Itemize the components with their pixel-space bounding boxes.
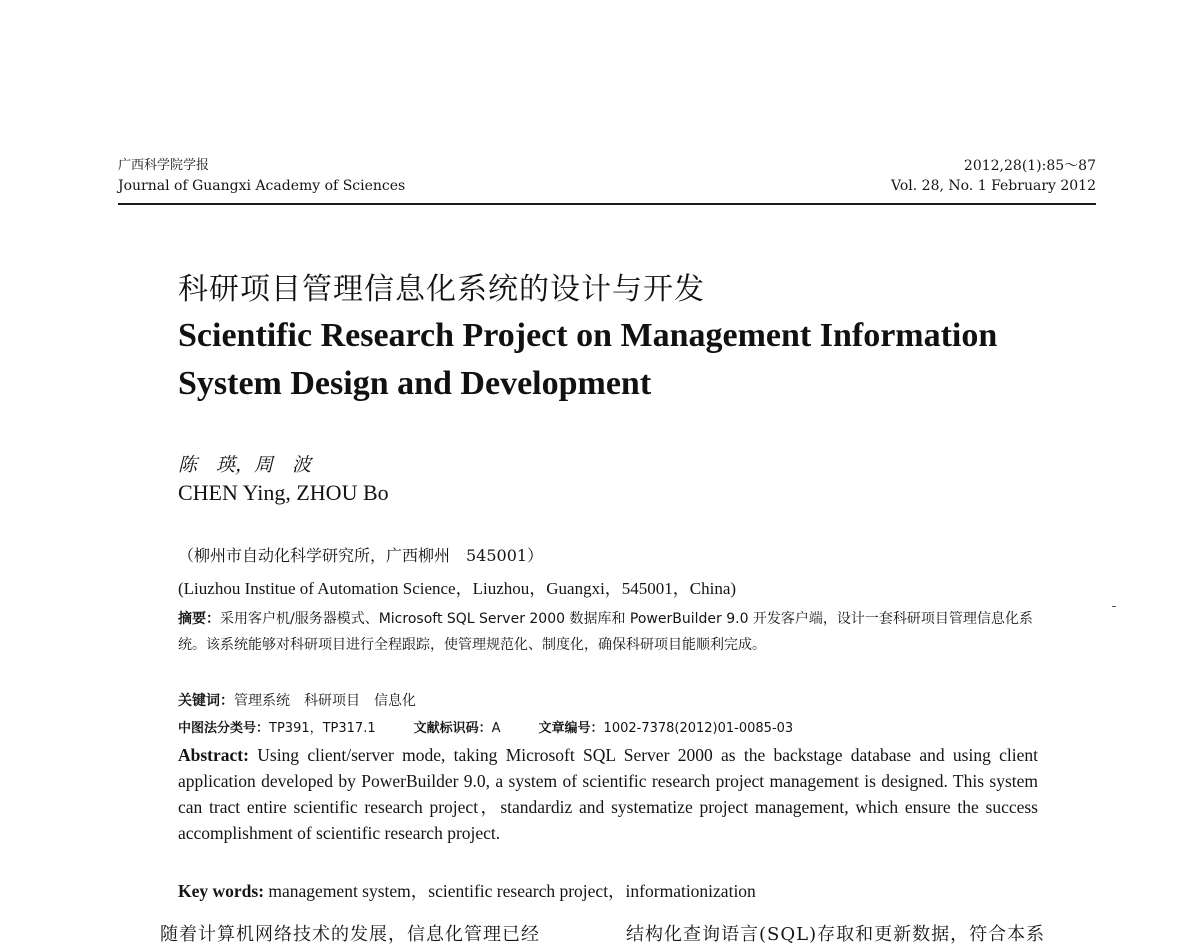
keywords-en-text: management system，scientific research project，informationization	[268, 881, 756, 901]
classification-row	[178, 717, 793, 736]
volume-issue: Vol. 28, No. 1 February 2012	[891, 178, 1096, 194]
journal-name-cn: 广西科学院学报	[118, 158, 210, 173]
affiliation-en: (Liuzhou Institue of Automation Science，Liuzhou，Guangxi，545001，China)	[178, 579, 737, 598]
authors-en: CHEN Ying, ZHOU Bo	[178, 480, 389, 505]
abstract-cn	[178, 606, 1038, 658]
title-en: Scientific Research Project on Management Information System Design and Development	[178, 317, 998, 402]
clc-label: 中图法分类号：	[178, 721, 270, 736]
title-cn: 科研项目管理信息化系统的设计与开发	[178, 272, 705, 307]
keywords-cn-text: 管理系统 科研项目 信息化	[234, 693, 416, 709]
clc-value: TP391，TP317.1	[269, 721, 376, 736]
body-column-left: 随着计算机网络技术的发展，信息化管理已经	[160, 924, 540, 945]
doc-code-value: A	[491, 721, 501, 736]
abstract-en	[178, 742, 1038, 846]
abstract-en-label: Abstract:	[178, 745, 249, 765]
scan-speck	[1112, 606, 1116, 607]
header-right	[891, 156, 1096, 196]
citation: 2012,28(1):85～87	[963, 158, 1096, 174]
doc-code-label: 文献标识码：	[413, 721, 492, 736]
keywords-cn	[178, 690, 416, 710]
article-id-value: 1002-7378(2012)01-0085-03	[603, 721, 794, 736]
keywords-en-label: Key words:	[178, 881, 265, 901]
keywords-en	[178, 878, 756, 903]
body-column-right: 结构化查询语言(SQL)存取和更新数据，符合本系	[626, 924, 1046, 945]
abstract-cn-text: 采用客户机/服务器模式、Microsoft SQL Server 2000 数据库和 PowerBuilder 9.0 开发客户端，设计一套科研项目管理信息化系统。该系统能够对科研项目进行全程跟踪，使管理规范化、制度化，确保科研项目能顺利完成。	[178, 611, 1033, 653]
keywords-cn-label: 关键词：	[178, 693, 234, 709]
abstract-en-text: Using client/server mode, taking Microsoft SQL Server 2000 as the backstage database and using client application developed by PowerBuilder 9.0, a system of scientific research project management is designed. This system can tract entire scientific research project，standardiz and systematize project management, which ensure the success accomplishment of scientific research project.	[178, 745, 1038, 843]
header-left	[118, 156, 405, 196]
abstract-cn-label: 摘要：	[178, 611, 220, 627]
journal-name-en: Journal of Guangxi Academy of Sciences	[118, 178, 406, 194]
header-rule	[118, 203, 1096, 205]
affiliation-cn: （柳州市自动化科学研究所，广西柳州 545001）	[178, 546, 544, 565]
article-id-label: 文章编号：	[538, 721, 604, 736]
authors-cn: 陈 瑛，周 波	[178, 454, 312, 476]
